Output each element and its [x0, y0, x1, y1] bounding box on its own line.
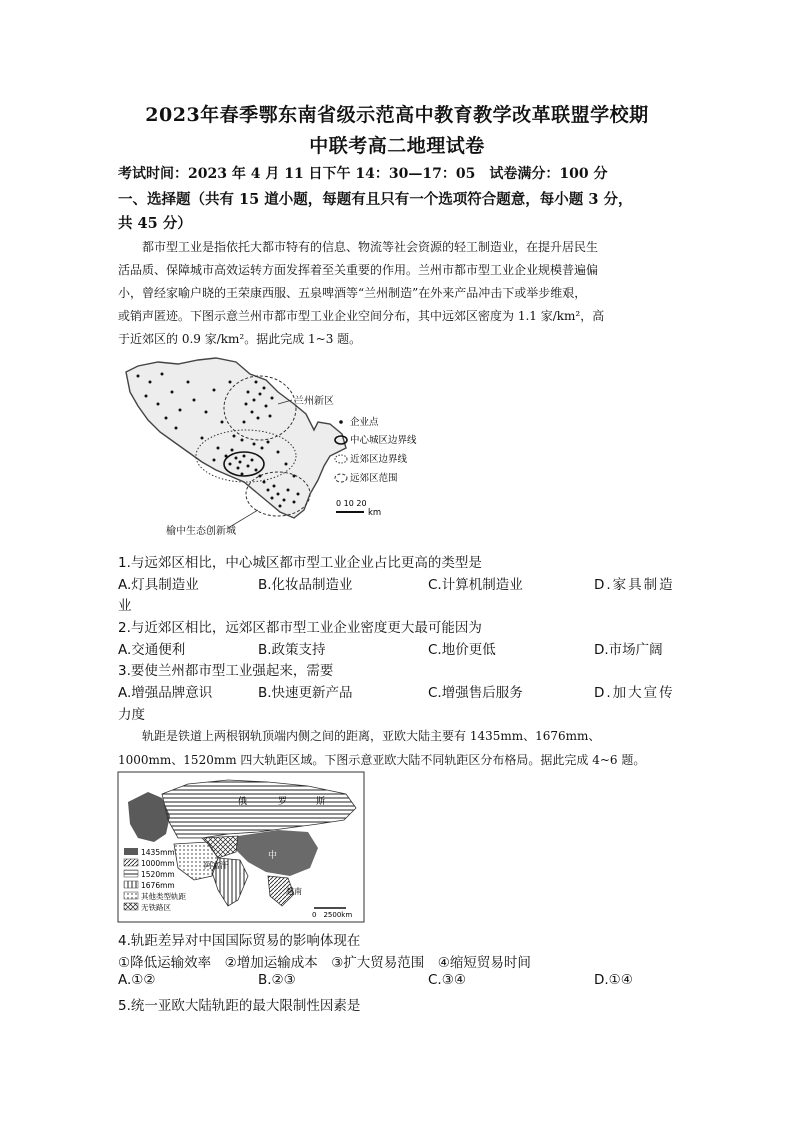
label-china: 中	[268, 851, 278, 861]
exam-title-line1: 2023年春季鄂东南省级示范高中教育教学改革联盟学校期	[145, 104, 649, 126]
passage-2-line: 轨距是铁道上两根钢轨顶端内侧之间的距离，亚欧大陆主要有 1435mm、1676mm、	[142, 729, 601, 743]
scale-unit: km	[368, 508, 382, 518]
passage-1-line: 或销声匿迹。下图示意兰州市都市型工业企业空间分布，其中远郊区密度为 1.1 家/km²，高	[118, 309, 605, 323]
passage-1-line: 小，曾经家喻户晓的王荣康西服、五泉啤酒等“兰州制造”在外来产品冲击下或举步维艰，	[118, 286, 587, 300]
scale-numbers: 0 10 20	[336, 499, 367, 508]
q2-option-c[interactable]: C.地价更低	[428, 642, 496, 658]
q3-option-c[interactable]: C.增强售后服务	[428, 685, 523, 701]
passage-1	[118, 236, 690, 351]
lanzhou-industry-map	[118, 352, 417, 542]
label-russia-2: 罗	[278, 797, 288, 807]
q1-option-d-wrap: 业	[118, 598, 132, 614]
map2-scale-text: 0 2500km	[312, 911, 353, 919]
q4-statements: ①降低运输效率 ②增加运输成本 ③扩大贸易范围 ④缩短贸易时间	[118, 955, 531, 971]
legend-1000: 1000mm	[141, 859, 175, 868]
q3-stem: 3.要使兰州都市型工业强起来，需要	[118, 663, 334, 679]
q2-option-d[interactable]: D.市场广阔	[594, 642, 663, 658]
label-russia-3: 斯	[316, 797, 326, 807]
q2-option-b[interactable]: B.政策支持	[258, 642, 326, 658]
passage-1-line: 活品质、保障城市高效运转方面发挥着至关重要的作用。兰州市都市型工业企业规模普遍偏	[118, 263, 599, 277]
label-yuzhong: 榆中生态创新城	[166, 526, 236, 537]
q4-stem: 4.轨距差异对中国国际贸易的影响体现在	[118, 933, 361, 949]
q3-option-d[interactable]: D.加大宣传	[594, 685, 675, 701]
label-lanzhou-new-district: 兰州新区	[294, 396, 334, 407]
q1-option-b[interactable]: B.化妆品制造业	[258, 577, 353, 593]
passage-2-line: 1000mm、1520mm 四大轨距区域。下图示意亚欧大陆不同轨距区分布格局。据此完成 4~6 题。	[118, 753, 646, 767]
legend-1520: 1520mm	[141, 870, 175, 879]
label-russia-1: 俄	[238, 797, 248, 807]
q3-option-d-wrap: 力度	[118, 707, 145, 723]
legend-near-boundary: 近郊区边界线	[350, 454, 408, 465]
passage-1-line: 都市型工业是指依托大都市特有的信息、物流等社会资源的轻工制造业，在提升居民生	[142, 240, 599, 254]
q1-option-c[interactable]: C.计算机制造业	[428, 577, 523, 593]
legend-1435: 1435mm	[141, 848, 175, 857]
q1-option-a[interactable]: A.灯具制造业	[118, 577, 199, 593]
eurasia-gauge-map	[118, 772, 364, 922]
legend-far-range: 远郊区范围	[350, 473, 398, 484]
q2-option-a[interactable]: A.交通便利	[118, 642, 186, 658]
q4-option-a[interactable]: A.①②	[118, 972, 156, 988]
q4-option-d[interactable]: D.①④	[594, 972, 633, 988]
legend-enterprise: 企业点	[350, 417, 379, 428]
passage-1-line: 于近郊区的 0.9 家/km²。据此完成 1~3 题。	[118, 332, 362, 346]
q5-stem: 5.统一亚欧大陆轨距的最大限制性因素是	[118, 998, 361, 1014]
q4-option-b[interactable]: B.②③	[258, 972, 296, 988]
exam-title-line2: 中联考高二地理试卷	[309, 135, 485, 157]
section-heading-line2: 共 45 分）	[118, 215, 192, 232]
label-vietnam: 越南	[286, 887, 302, 896]
legend-other-gauge: 其他类型轨距	[141, 892, 186, 901]
q4-option-c[interactable]: C.③④	[428, 972, 466, 988]
legend-1676: 1676mm	[141, 881, 175, 890]
q1-stem: 1.与远郊区相比，中心城区都市型工业企业占比更高的类型是	[118, 555, 482, 571]
section-heading-line1: 一、选择题（共有 15 道小题，每题有且只有一个选项符合题意，每小题 3 分，	[118, 191, 633, 208]
q2-stem: 2.与近郊区相比，远郊区都市型工业企业密度更大最可能因为	[118, 620, 482, 636]
q3-option-b[interactable]: B.快速更新产品	[258, 685, 353, 701]
legend-central-boundary: 中心城区边界线	[350, 435, 417, 446]
q1-option-d[interactable]: D.家具制造	[594, 577, 675, 593]
passage-2	[118, 724, 690, 772]
q3-option-a[interactable]: A.增强品牌意识	[118, 685, 213, 701]
label-afghanistan: 阿富汗	[204, 861, 228, 870]
exam-info: 考试时间：2023 年 4 月 11 日下午 14：30—17：05 试卷满分：100 分	[118, 166, 608, 182]
legend-no-rail: 无铁路区	[141, 903, 171, 912]
